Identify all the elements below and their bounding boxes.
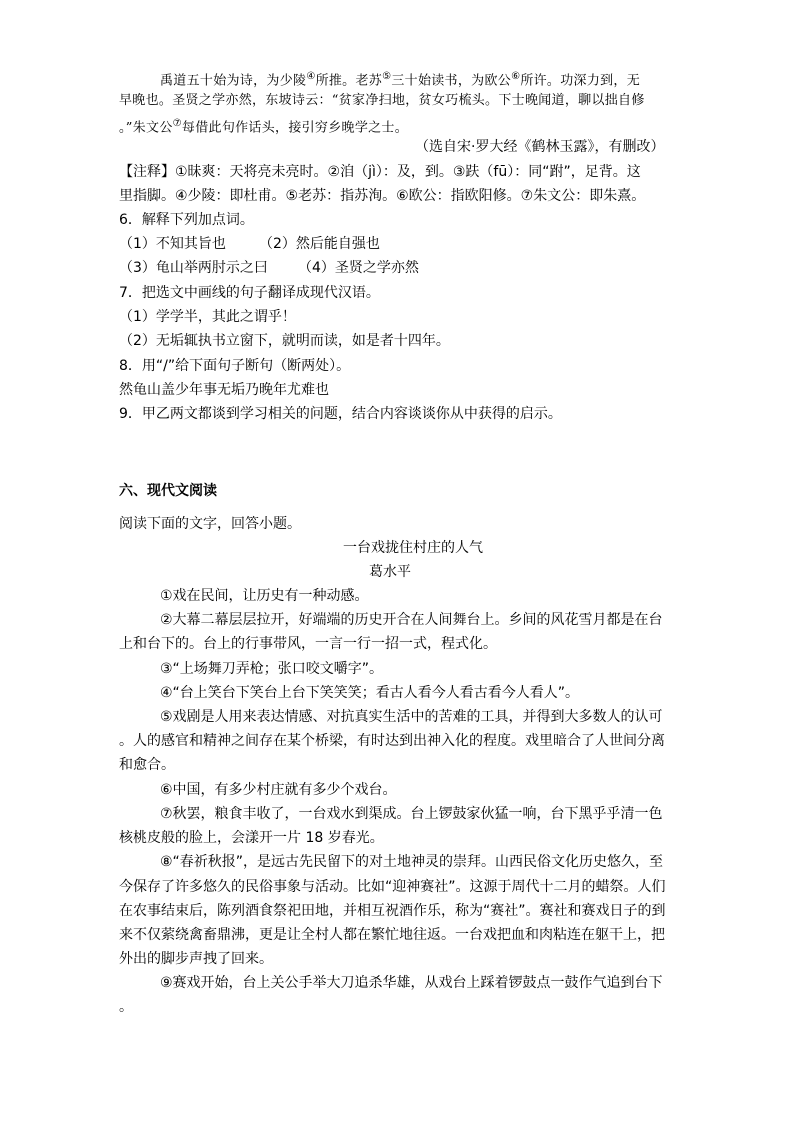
question-6: 6．解释下列加点词。 bbox=[119, 212, 254, 228]
q8-sentence: 然龟山盖少年事无垢乃晚年尤难也 bbox=[119, 382, 329, 398]
q6-item-3: （3）龟山举两肘示之曰 bbox=[119, 260, 268, 276]
paragraph-9-line-2: 。 bbox=[119, 999, 133, 1015]
q6-item-4: （4）圣贤之学亦然 bbox=[298, 260, 419, 276]
paragraph-5-line-2: 。人的感官和精神之间存在某个桥梁，有时达到出神入化的程度。戏里暗合了人世间分离 bbox=[119, 733, 665, 749]
paragraph-8-line-2: 今保存了许多悠久的民俗事象与活动。比如“迎神赛社”。这源于周代十二月的蜡祭。人们 bbox=[119, 879, 666, 895]
q6-item-1: （1）不知其旨也 bbox=[119, 236, 226, 252]
article-title: 一台戏拢住村庄的人气 bbox=[343, 540, 483, 556]
passage-line-2: 早晚也。圣贤之学亦然，东坡诗云：“贫家净扫地，贫女巧梳头。下士晚闻道，聊以拙自修 bbox=[119, 93, 645, 108]
passage-line-3: 。”朱文公⑦每借此句作话头，接引穷乡晚学之士。 bbox=[119, 118, 409, 136]
paragraph-5-line-1: ⑤戏剧是人用来表达情感、对抗真实生活中的苦难的工具，并得到大多数人的认可 bbox=[160, 709, 663, 725]
question-9: 9．甲乙两文都谈到学习相关的问题，结合内容谈谈你从中获得的启示。 bbox=[119, 406, 562, 422]
question-7: 7．把选文中画线的句子翻译成现代汉语。 bbox=[119, 285, 380, 301]
paragraph-1: ①戏在民间，让历史有一种动感。 bbox=[160, 588, 369, 604]
paragraph-9-line-1: ⑨赛戏开始，台上关公手举大刀追杀华雄，从戏台上踩着锣鼓点一鼓作气追到台下 bbox=[160, 975, 663, 991]
q7-item-2: （2）无垢辄执书立窗下，就明而读，如是者十四年。 bbox=[119, 333, 450, 349]
paragraph-7-line-2: 核桃皮般的脸上，会漾开一片 18 岁春光。 bbox=[119, 830, 384, 846]
paragraph-3: ③“上场舞刀弄枪；张口咬文嚼字”。 bbox=[160, 661, 384, 677]
passage-line-1: 禹道五十始为诗，为少陵④所推。老苏⑤三十始读书，为欧公⑥所许。功深力到，无 bbox=[160, 71, 641, 89]
question-8: 8．用“/”给下面句子断句（断两处）。 bbox=[119, 358, 351, 374]
paragraph-8-line-4: 来不仅萦绕禽畜鼎沸，更是让全村人都在繁忙地往返。一台戏把血和肉粘连在躯干上，把 bbox=[119, 927, 665, 943]
q7-item-1: （1）学学半，其此之谓乎！ bbox=[119, 309, 296, 325]
paragraph-8-line-3: 在农事结束后，陈列酒食祭祀田地，并相互祝酒作乐，称为“赛社”。赛社和赛戏日子的到 bbox=[119, 903, 666, 919]
q6-item-2: （2）然后能自强也 bbox=[259, 236, 380, 252]
paragraph-2-line-2: 上和台下的。台上的行事带风，一言一行一招一式，程式化。 bbox=[119, 636, 497, 652]
notes-line-1: 【注释】①昧爽：天将亮未亮时。②洎（jì）：及，到。③趺（fū）：同“跗”，足背。这 bbox=[119, 164, 641, 180]
paragraph-6: ⑥中国，有多少村庄就有多少个戏台。 bbox=[160, 782, 397, 798]
paragraph-8-line-1: ⑧“春祈秋报”，是远古先民留下的对土地神灵的崇拜。山西民俗文化历史悠久，至 bbox=[160, 854, 664, 870]
paragraph-2-line-1: ②大幕二幕层层拉开，好端端的历史开合在人间舞台上。乡间的风花雪月都是在台 bbox=[160, 612, 663, 628]
paragraph-8-line-5: 外出的脚步声拽了回来。 bbox=[119, 951, 273, 967]
paragraph-7-line-1: ⑦秋罢，粮食丰收了，一台戏水到渠成。台上锣鼓家伙猛一响，台下黑乎乎清一色 bbox=[160, 806, 663, 822]
article-author: 葛水平 bbox=[369, 564, 411, 580]
notes-line-2: 里指脚。④少陵：即杜甫。⑤老苏：指苏洵。⑥欧公：指欧阳修。⑦朱文公：即朱熹。 bbox=[119, 188, 646, 204]
paragraph-5-line-3: 和愈合。 bbox=[119, 757, 175, 773]
section-title: 六、现代文阅读 bbox=[119, 483, 217, 499]
section-instruction: 阅读下面的文字，回答小题。 bbox=[119, 516, 301, 532]
paragraph-4: ④“台上笑台下笑台上台下笑笑笑；看古人看今人看古看今人看人”。 bbox=[160, 685, 580, 701]
passage-source: （选自宋·罗大经《鹤林玉露》，有删改） bbox=[415, 139, 665, 155]
